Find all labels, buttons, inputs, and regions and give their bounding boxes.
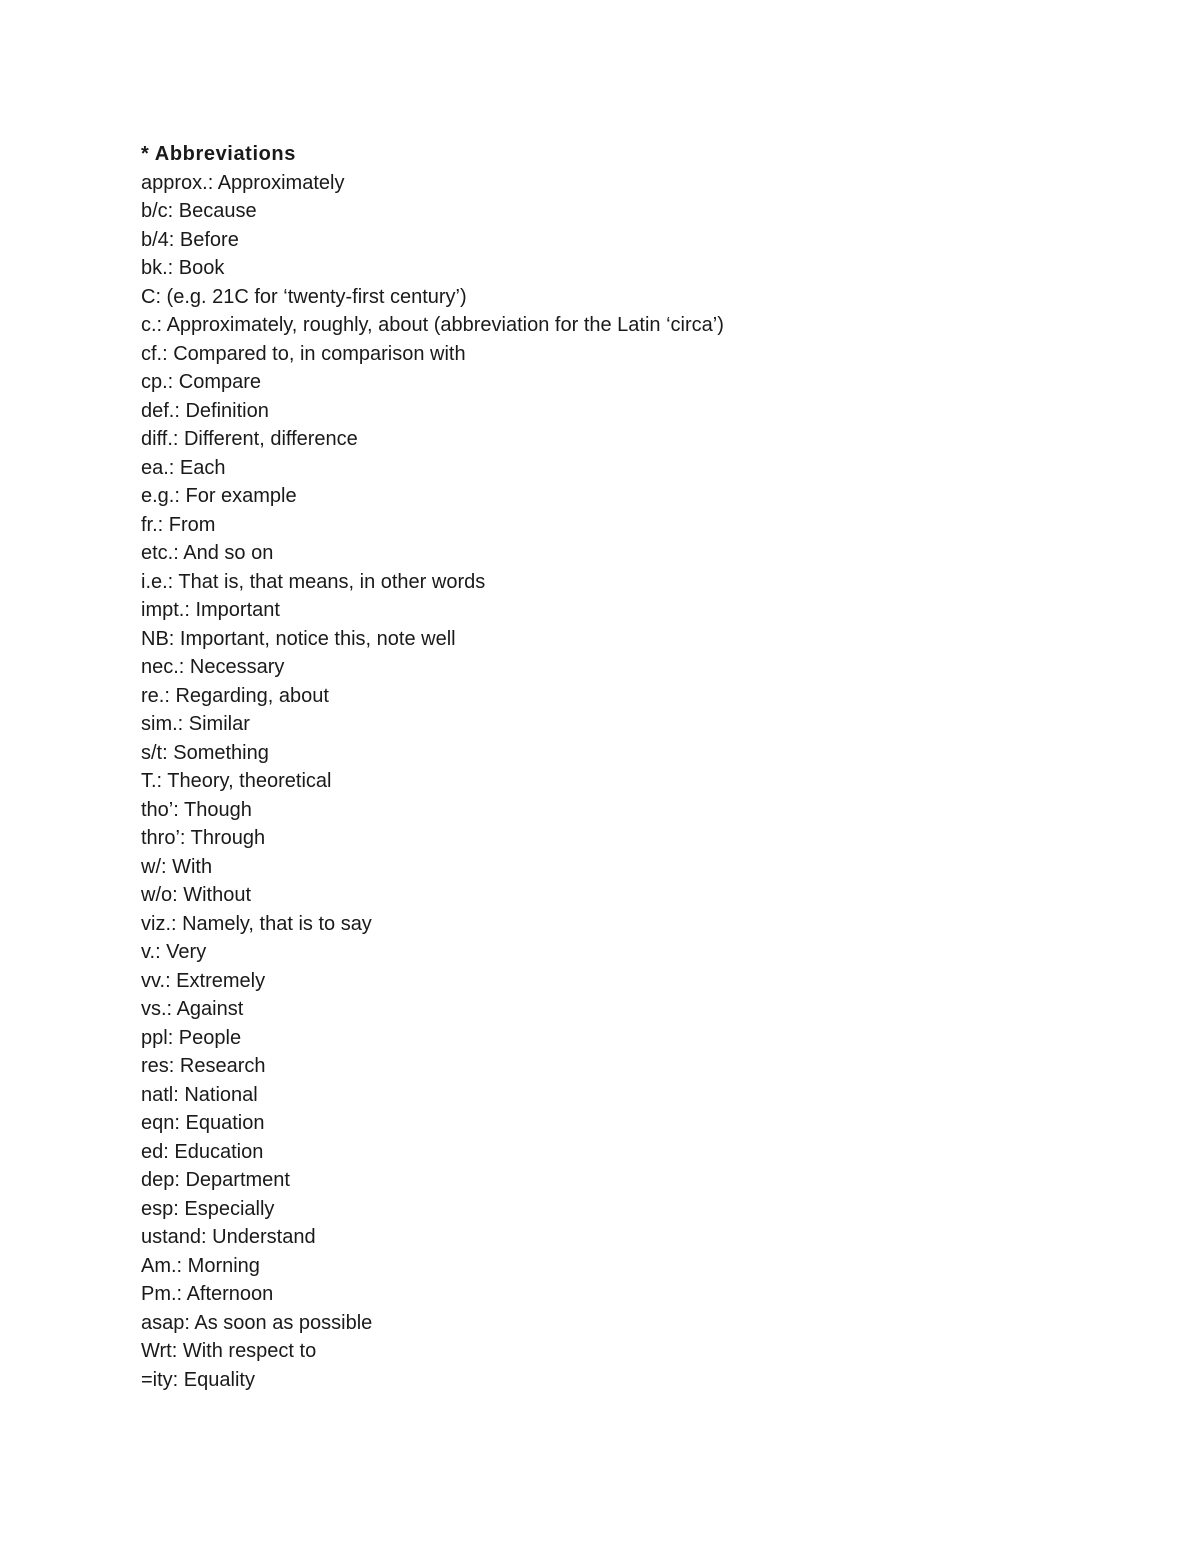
abbreviation-entry: dep: Department <box>141 1169 290 1191</box>
abbreviation-entry: esp: Especially <box>141 1197 275 1220</box>
abbreviation-entry: cf.: Compared to, in comparison with <box>141 342 466 365</box>
abbreviation-entry: C: (e.g. 21C for ‘twenty-first century’) <box>141 285 467 308</box>
abbreviation-entry: =ity: Equality <box>141 1368 255 1391</box>
abbreviation-entry: asap: As soon as possible <box>141 1311 373 1334</box>
abbreviation-entry: NB: Important, notice this, note well <box>141 627 456 650</box>
abbreviation-list <box>141 169 1041 1395</box>
abbreviation-entry: approx.: Approximately <box>141 171 345 194</box>
abbreviation-entry: etc.: And so on <box>141 542 274 564</box>
abbreviation-entry: v.: Very <box>141 941 207 963</box>
abbreviation-entry: thro’: Through <box>141 827 266 849</box>
abbreviation-entry: ustand: Understand <box>141 1226 316 1248</box>
abbreviation-entry: sim.: Similar <box>141 713 250 735</box>
abbreviation-entry: natl: National <box>141 1083 258 1106</box>
abbreviation-entry: b/c: Because <box>141 200 257 222</box>
abbreviation-entry: Pm.: Afternoon <box>141 1283 274 1305</box>
abbreviation-entry: w/o: Without <box>141 884 252 906</box>
abbreviation-entry: s/t: Something <box>141 741 269 764</box>
abbreviation-entry: vs.: Against <box>141 998 244 1020</box>
abbreviation-entry: nec.: Necessary <box>141 656 285 678</box>
abbreviation-entry: impt.: Important <box>141 599 280 621</box>
abbreviation-entry: re.: Regarding, about <box>141 684 329 707</box>
abbreviation-entry: tho’: Though <box>141 798 252 821</box>
abbreviation-entry: ppl: People <box>141 1026 242 1049</box>
abbreviation-entry: c.: Approximately, roughly, about (abbreviation for the Latin ‘circa’) <box>141 314 724 336</box>
abbreviation-entry: bk.: Book <box>141 257 225 279</box>
section-heading: * Abbreviations <box>141 143 296 165</box>
abbreviation-entry: e.g.: For example <box>141 485 297 507</box>
abbreviation-entry: viz.: Namely, that is to say <box>141 912 372 935</box>
abbreviation-entry: ea.: Each <box>141 456 226 479</box>
abbreviation-entry: fr.: From <box>141 513 216 536</box>
abbreviation-entry: ed: Education <box>141 1140 264 1163</box>
abbreviation-entry: eqn: Equation <box>141 1112 265 1134</box>
abbreviation-entry: res: Research <box>141 1055 266 1077</box>
abbreviation-entry: def.: Definition <box>141 399 269 422</box>
abbreviation-entry: Wrt: With respect to <box>141 1340 317 1362</box>
abbreviation-entry: i.e.: That is, that means, in other words <box>141 570 486 593</box>
abbreviation-entry: T.: Theory, theoretical <box>141 770 332 792</box>
document-content <box>141 140 1041 1394</box>
abbreviation-entry: cp.: Compare <box>141 371 262 393</box>
abbreviation-entry: Am.: Morning <box>141 1254 260 1277</box>
abbreviation-entry: vv.: Extremely <box>141 969 266 992</box>
abbreviation-entry: w/: With <box>141 855 213 878</box>
abbreviation-entry: diff.: Different, difference <box>141 428 358 450</box>
abbreviation-entry: b/4: Before <box>141 228 239 251</box>
